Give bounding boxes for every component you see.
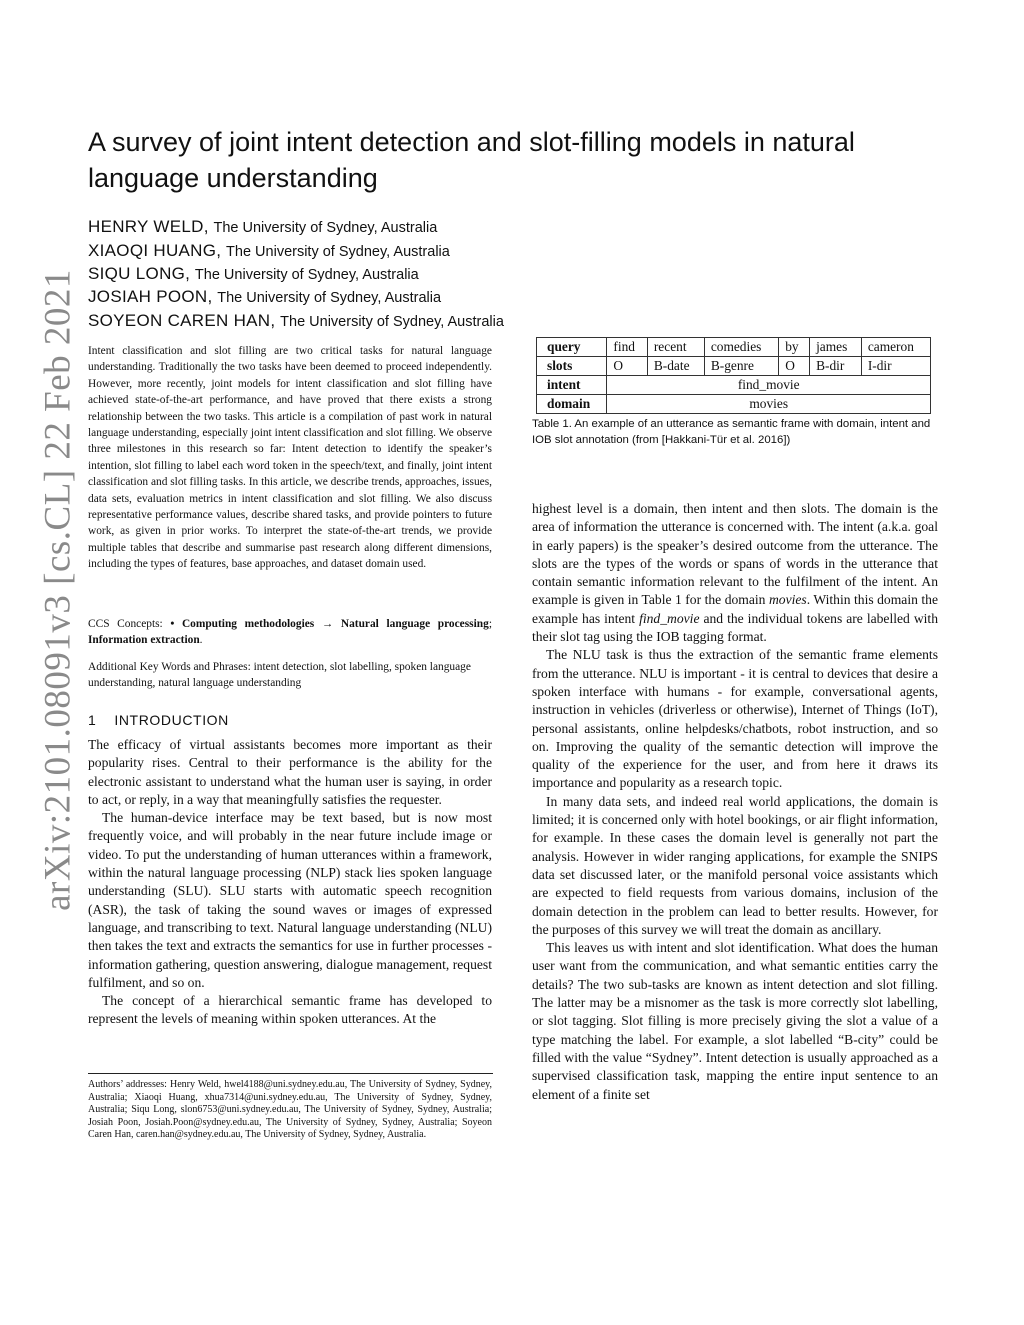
table-row bbox=[537, 395, 931, 414]
ccs-concept: Natural language processing bbox=[340, 618, 489, 630]
author-line bbox=[88, 264, 419, 284]
author-affiliation: The University of Sydney, Australia bbox=[213, 220, 438, 236]
table-caption: Table 1. An example of an utterance as semantic frame with domain, intent and IOB slot annotation (from [Hakkani-Tür et al. 2016]) bbox=[532, 418, 931, 446]
section-heading bbox=[88, 712, 229, 728]
table-cell: movies bbox=[607, 395, 931, 414]
author-name: HENRY WELD, bbox=[88, 217, 209, 236]
keywords: Additional Key Words and Phrases: intent detection, slot labelling, spoken language understanding, natural language understanding bbox=[88, 661, 471, 690]
table-cell: O bbox=[779, 357, 810, 376]
paragraph bbox=[532, 500, 938, 646]
author-line bbox=[88, 311, 504, 331]
ccs-bullet: • bbox=[170, 618, 182, 630]
table-row bbox=[537, 357, 931, 376]
text-run: and the individual tokens are labelled with their slot tag using the IOB tagging format. bbox=[532, 610, 938, 645]
section-number: 1 bbox=[88, 712, 97, 728]
table-row-label: query bbox=[537, 338, 607, 357]
table-cell: I-dir bbox=[861, 357, 930, 376]
paragraph: The concept of a hierarchical semantic frame has developed to represent the levels of meaning within spoken utterances. At the bbox=[88, 993, 492, 1027]
emphasis: find_movie bbox=[639, 610, 700, 626]
table-cell: comedies bbox=[704, 338, 778, 357]
emphasis: movies bbox=[768, 592, 807, 608]
table-cell: find_movie bbox=[607, 376, 931, 395]
paragraph: The NLU task is thus the extraction of the semantic frame elements from the utterance. NLU is important - it is central to devices that desire a spoken interface with humans - for example, conversational agents, instruction in vehicles (driverless or otherwise), Internet of Things (IoT), personal assistants, online helpdesks/chatbots, robot instruction, and so on. Improving the quality of the semantic detection will improve the quality of the experience for the user, and from here it draws its importance and popularity as a research topic. bbox=[532, 647, 938, 791]
author-line bbox=[88, 287, 441, 307]
table-cell: cameron bbox=[861, 338, 930, 357]
author-name: SIQU LONG, bbox=[88, 264, 191, 283]
ccs-arrow: → bbox=[314, 618, 341, 630]
table-cell: B-date bbox=[647, 357, 704, 376]
author-affiliation: The University of Sydney, Australia bbox=[217, 290, 442, 306]
arxiv-identifier-stamp: arXiv:2101.08091v3 [cs.CL] 22 Feb 2021 bbox=[37, 269, 79, 911]
author-name: XIAOQI HUANG, bbox=[88, 241, 222, 260]
table-cell: recent bbox=[647, 338, 704, 357]
left-column-body bbox=[88, 736, 492, 1029]
table-row-label: domain bbox=[537, 395, 607, 414]
paragraph: The efficacy of virtual assistants becomes more important as their popularity rises. Central to their performance is the ability for the electronic assistant to understand what the human user is saying, in order to act, or reply, in a way that meaningfully satisfies the requester. bbox=[88, 737, 492, 807]
ccs-concepts bbox=[88, 616, 492, 649]
author-affiliation: The University of Sydney, Australia bbox=[194, 267, 419, 283]
author-affiliation: The University of Sydney, Australia bbox=[280, 314, 504, 330]
table-row-label: intent bbox=[537, 376, 607, 395]
example-semantic-frame-table bbox=[536, 337, 931, 414]
paper-title: A survey of joint intent detection and slot-filling models in natural language understanding bbox=[88, 127, 855, 193]
table-cell: B-genre bbox=[704, 357, 778, 376]
ccs-separator: ; bbox=[488, 618, 492, 630]
table-row bbox=[537, 338, 931, 357]
text-run: highest level is a domain, then intent and then slots. The domain is the area of information the utterance is concerned with. The intent (a.k.a. goal in early papers) is the speaker’s desired outcome from the utterance. The slots are the types of the words or spans of words in the utterance that contain semantic information relevant to the fulfilment of the intent. An example is given in Table 1 for the domain bbox=[532, 501, 938, 608]
table-cell: find bbox=[607, 338, 647, 357]
author-affiliation: The University of Sydney, Australia bbox=[226, 244, 450, 260]
paragraph: This leaves us with intent and slot identification. What does the human user want from the communication, and what semantic entities carry the details? The two sub-tasks are known as intent detection and slot filling. The latter may be a misnomer as the task is more correctly slot labelling, or slot tagging. Slot filling is more precisely giving the slot a value of a type matching the label. For example, a slot labelled “B-city” could be filled with the value “Sydney”. Intent detection is usually approached as a supervised classification task, mapping the entire input sentence to an element of a finite set bbox=[532, 940, 938, 1102]
author-name: JOSIAH POON, bbox=[88, 287, 213, 306]
text-run: . Within this domain the example has intent bbox=[532, 592, 938, 626]
author-line bbox=[88, 241, 450, 261]
table-row bbox=[537, 376, 931, 395]
paragraph: The human-device interface may be text based, but is now most frequently voice, and will probably in the near future include image or video. To put the understanding of human utterances within a framework, within the natural language processing (NLP) stack lies spoken language understanding (SLU). SLU starts with automatic speech recognition (ASR), the task of taking the sound waves or images of expressed language, and transcribing to text. Natural language understanding (NLU) then takes the text and extracts the semantics for use in further processes - information gathering, question answering, dialogue management, request fulfilment, and so on. bbox=[88, 810, 492, 990]
footnote-rule bbox=[88, 1073, 493, 1074]
ccs-label: CCS Concepts: bbox=[88, 618, 171, 630]
paragraph: In many data sets, and indeed real world applications, the domain is limited; it is concerned only with hotel bookings, or air flight information, for example. In these cases the domain level is generally not part the analysis. However in wider ranging applications, for example the SNIPS data set discussed later, or the manifold personal voice assistants which are expected to field requests from various domains, inclusion of the domain detection in the problem can lead to better results. However, for the purposes of this survey we will treat the domain as ancillary. bbox=[532, 793, 938, 937]
table-cell: B-dir bbox=[810, 357, 862, 376]
ccs-end: . bbox=[199, 634, 203, 647]
ccs-concept: Information extraction bbox=[88, 634, 200, 647]
right-column-body bbox=[532, 500, 938, 1104]
ccs-concept: Computing methodologies bbox=[181, 618, 315, 630]
table-cell: james bbox=[810, 338, 862, 357]
abstract: Intent classification and slot filling are two critical tasks for natural language understanding. Traditionally the two tasks have been deemed to proceed independently. However, more recently, joint models for intent classification and slot filling have achieved state-of-the-art performance, and have proved that there exists a strong relationship between the two tasks. This article is a compilation of past work in natural language understanding, especially joint intent classification and slot filling. We observe three milestones in this research so far: Intent detection to identify the speaker’s intention, slot filling to label each word token in the speech/text, and finally, joint intent classification and slot filling tasks. In this article, we describe trends, approaches, issues, data sets, evaluation metrics in intent classification and slot filling. We also discuss representative performance values, describe shared tasks, and provide pointers to future work, as given in prior works. To interpret the state-of-the-art trends, we provide multiple tables that describe and summarise past research along different dimensions, including the types of features, base approaches, and dataset domain used. bbox=[88, 345, 492, 571]
authors-addresses-footnote: Authors’ addresses: Henry Weld, hwel4188@uni.sydney.edu.au, The University of Sydney, Sydney, Australia; Xiaoqi Huang, xhua7314@uni.sydney.edu.au, The University of Sydney, Sydney, Australia; Siqu Long, slon6753@uni.sydney.edu.au, The University of Sydney, Sydney, Australia; Josiah Poon, Josiah.Poon@sydney.edu.au, The University of Sydney, Sydney, Australia; Soyeon Caren Han, caren.han@sydney.edu.au, The University of Sydney, Sydney, Australia. bbox=[88, 1079, 492, 1140]
section-title: INTRODUCTION bbox=[114, 712, 229, 728]
author-line bbox=[88, 217, 437, 237]
table-cell: O bbox=[607, 357, 647, 376]
table-cell: by bbox=[779, 338, 810, 357]
table-row-label: slots bbox=[537, 357, 607, 376]
author-name: SOYEON CAREN HAN, bbox=[88, 311, 276, 330]
